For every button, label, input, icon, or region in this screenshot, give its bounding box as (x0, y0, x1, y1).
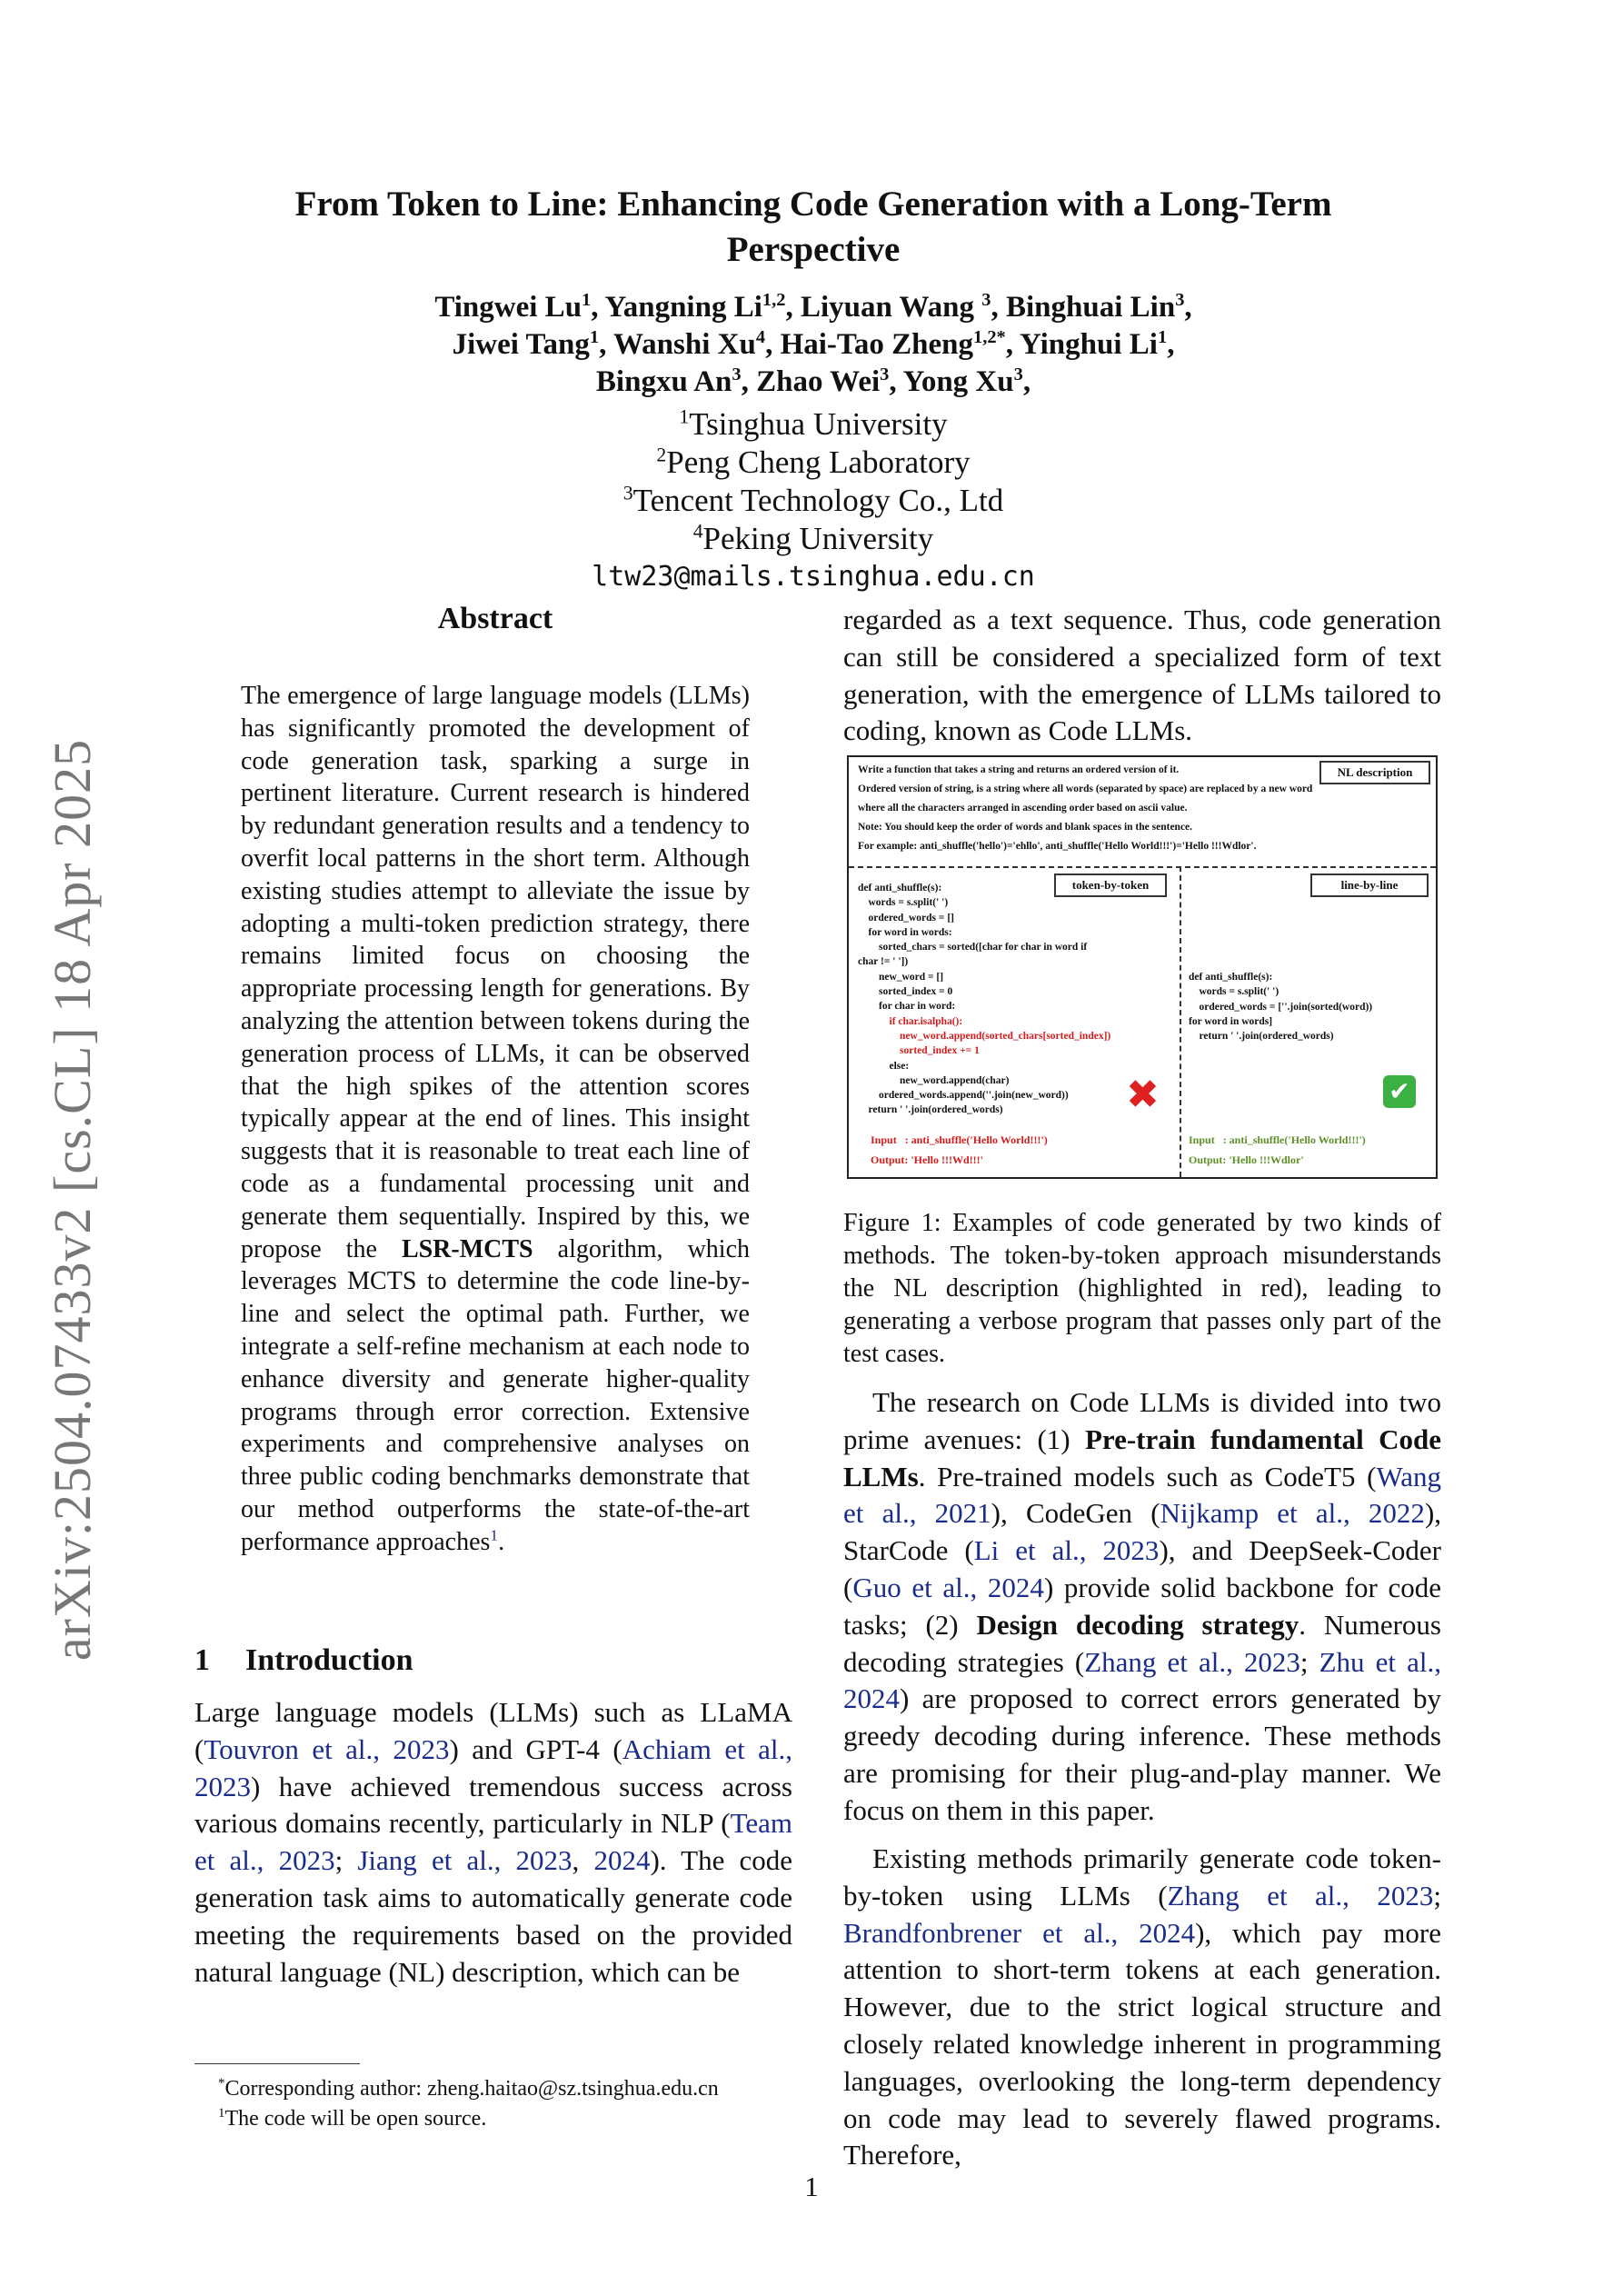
nl-description-label: NL description (1319, 761, 1430, 784)
author: Bingxu An$^3$ (595, 364, 742, 398)
affiliation: $^2$Peng Cheng Laboratory (656, 444, 971, 480)
nl-description-panel (849, 757, 1436, 868)
line-by-line-io (1189, 1130, 1366, 1170)
paper-title: From Token to Line: Enhancing Code Generation with a Long-Term Perspective (294, 185, 1332, 269)
citation[interactable]: Guo et al., 2024 (852, 1571, 1044, 1603)
nl-line: where all the characters arranged in ascending order based on ascii value. (858, 803, 1188, 814)
code-line-error: new_word.append(sorted_chars[sorted_index]) (858, 1030, 1111, 1042)
test-input: Input : anti_shuffle('Hello World!!!') (1189, 1133, 1366, 1146)
footnote: *Corresponding author: zheng.haitao@sz.tsinghua.edu.cn (218, 2076, 719, 2101)
panel-divider (1180, 866, 1181, 1177)
nl-line: Note: You should keep the order of words and blank spaces in the sentence. (858, 822, 1193, 833)
check-icon: ✔ (1383, 1075, 1416, 1108)
line-by-line-code (1189, 970, 1372, 1043)
affiliation: $^1$Tsinghua University (679, 405, 948, 442)
figure-1 (847, 755, 1438, 1179)
citation[interactable]: Wang et al., 2021 (843, 1460, 1441, 1530)
test-input: Input : anti_shuffle('Hello World!!!') (871, 1133, 1048, 1146)
citation[interactable]: Jiang et al., 2023 (357, 1844, 573, 1877)
token-by-token-io (871, 1130, 1048, 1170)
citation[interactable]: 2024 (593, 1844, 651, 1877)
author: Yangning Li$^{1,2}$ (604, 290, 786, 324)
nl-line: For example: anti_shuffle('hello')='ehllo', anti_shuffle('Hello World!!!')='Hello !!!Wdlor'. (858, 841, 1257, 852)
citation[interactable]: Zhang et al., 2023 (1167, 1879, 1434, 1912)
arxiv-identifier: arXiv:2504.07433v2 [cs.CL] 18 Apr 2025 (43, 738, 102, 1662)
code-line: ordered_words = [''.join(sorted(word)) (1189, 1001, 1373, 1013)
author: Yinghui Li$^1$ (1020, 327, 1168, 361)
cross-icon: ✖ (1126, 1072, 1160, 1118)
code-line: return ' '.join(ordered_words) (1189, 1031, 1334, 1043)
citation[interactable]: Nijkamp et al., 2022 (1160, 1497, 1425, 1530)
citation[interactable]: Zhang et al., 2023 (1084, 1645, 1300, 1678)
citation[interactable]: Brandfonbrener et al., 2024 (843, 1916, 1196, 1949)
author: Jiwei Tang$^1$ (452, 327, 600, 361)
author-list: Tingwei Lu$^1$, Yangning Li$^{1,2}$, Liyuan Wang $^3$, Binghuai Lin$^3$, Jiwei Tang$^1$, Wanshi Xu$^4$, Hai-Tao Zheng$^{1,2*}$, Yinghui Li$^1$, Bingxu An$^3$, Zhao Wei$^3$, Yong Xu$^3$, (434, 290, 1192, 398)
author: Yong Xu$^3$ (902, 364, 1023, 398)
code-line: words = s.split(' ') (858, 897, 949, 909)
contact-email[interactable]: ltw23@mails.tsinghua.edu.cn (592, 561, 1035, 593)
affiliations (273, 405, 1354, 596)
code-line: sorted_chars = sorted([char for char in word if (858, 942, 1088, 953)
author: Zhao Wei$^3$ (756, 364, 890, 398)
line-by-line-label: line-by-line (1310, 873, 1429, 897)
citation[interactable]: Touvron et al., 2023 (204, 1732, 450, 1765)
code-line: new_word.append(char) (858, 1074, 1010, 1086)
test-output: Output: 'Hello !!!Wdlor' (1189, 1153, 1304, 1166)
code-line: words = s.split(' ') (1189, 986, 1279, 998)
citation[interactable]: Achiam et al., 2023 (194, 1732, 792, 1802)
author: Tingwei Lu$^1$ (434, 290, 592, 324)
code-line: for char in word: (858, 1001, 956, 1013)
code-line: ordered_words = [] (858, 912, 954, 923)
intro-paragraph-1-continued: regarded as a text sequence. Thus, code generation can still be considered a specialized form of text generation, with the emergence of LLMs tailored to coding, known as Code LLMs. (843, 604, 1441, 747)
page-number: 1 (804, 2171, 819, 2202)
code-line: char != ' ']) (858, 956, 909, 968)
footnote-ref[interactable]: 1 (490, 1526, 499, 1544)
section-heading-introduction: 1 Introduction (194, 1643, 413, 1677)
author: Liyuan Wang $^3$ (800, 290, 991, 324)
test-output: Output: 'Hello !!!Wd!!!' (871, 1153, 983, 1166)
citation[interactable]: Zhu et al., 2024 (843, 1645, 1441, 1715)
footnotes (218, 2074, 800, 2134)
citation[interactable]: Team et al., 2023 (194, 1807, 792, 1877)
code-line: def anti_shuffle(s): (858, 883, 942, 893)
author: Binghuai Lin$^3$ (1005, 290, 1185, 324)
intro-paragraph-1: Large language models (LLMs) such as LLaMA (Touvron et al., 2023) and GPT-4 (Achiam et al., 2023) have achieved tremendous success across various domains recently, particularly in NLP (Team et al., 2023; Jiang et al., 2023, 2024). The code generation task aims to automatically generate code meeting the requirements based on the provided natural language (NL) description, which can be (194, 1696, 793, 1988)
affiliation: $^3$Tencent Technology Co., Ltd (622, 482, 1004, 518)
nl-line: Ordered version of string, is a string where all words (separated by space) are replaced by a new word (858, 784, 1313, 794)
citation[interactable]: Li et al., 2023 (973, 1534, 1160, 1567)
code-line: def anti_shuffle(s): (1189, 972, 1273, 983)
author: Hai-Tao Zheng$^{1,2*}$ (780, 327, 1006, 361)
footnote-rule (194, 2063, 360, 2064)
code-line: for word in words] (1189, 1015, 1273, 1027)
intro-paragraph-3: Existing methods primarily generate code token-by-token using LLMs (Zhang et al., 2023; Brandfonbrener et al., 2024), which pay more attention to short-term tokens at each generation. However, due to the strict logical structure and closely related knowledge inherent in programming languages, overlooking the long-term dependency on code may lead to severely flawed programs. Therefore, (843, 1842, 1441, 2171)
abstract-heading: Abstract (437, 602, 553, 635)
code-line: return ' '.join(ordered_words) (858, 1104, 1003, 1116)
nl-line: Write a function that takes a string and returns an ordered version of it. (858, 764, 1180, 775)
code-line-error: if char.isalpha(): (858, 1015, 963, 1027)
affiliation: $^4$Peking University (692, 520, 934, 556)
code-line: new_word = [] (858, 971, 944, 983)
code-line: for word in words: (858, 926, 952, 938)
code-line-error: sorted_index += 1 (858, 1045, 980, 1057)
code-line: sorted_index = 0 (858, 986, 953, 998)
author: Wanshi Xu$^4$ (613, 327, 766, 361)
token-by-token-label: token-by-token (1054, 873, 1167, 897)
code-line: else: (858, 1060, 910, 1072)
intro-paragraph-2: The research on Code LLMs is divided into two prime avenues: (1) Pre-train fundamental Code LLMs. Pre-trained models such as CodeT5 (Wang et al., 2021), CodeGen (Nijkamp et al., 2022), StarCode (Li et al., 2023), and DeepSeek-Coder (Guo et al., 2024) provide solid backbone for code tasks; (2) Design decoding strategy. Numerous decoding strategies (Zhang et al., 2023; Zhu et al., 2024) are proposed to correct errors generated by greedy decoding during inference. These methods are promising for their plug-and-play manner. We focus on them in this paper. (843, 1386, 1442, 1826)
code-line: ordered_words.append(''.join(new_word)) (858, 1090, 1069, 1102)
footnote: $^1$The code will be open source. (218, 2106, 487, 2131)
figure-caption: Figure 1: Examples of code generated by two kinds of methods. The token-by-token approach misunderstands the NL description (highlighted in red), leading to generating a verbose program that passes only part of the test cases. (843, 1209, 1441, 1368)
token-by-token-code (858, 881, 1110, 1118)
abstract-body: The emergence of large language models (LLMs) has significantly promoted the development of code generation task, sparking a surge in pertinent literature. Current research is hindered by redundant generation results and a tendency to overfit local patterns in the short term. Although existing studies attempt to alleviate the issue by adopting a multi-token prediction strategy, there remains limited focus on choosing the appropriate processing length for generations. By analyzing the attention between tokens during the generation process of LLMs, it can be observed that the high spikes of the attention scores typically appear at the end of lines. This insight suggests that it is reasonable to treat each line of code as a fundamental processing unit and generate them sequentially. Inspired by this, we propose the LSR-MCTS algorithm, which leverages MCTS to determine the code line-by-line and select the optimal path. Further, we integrate a self-refine mechanism at each node to enhance diversity and generate higher-quality programs through error correction. Extensive experiments and comprehensive analyses on three public coding benchmarks demonstrate that our method outperforms the state-of-the-art performance approaches$^1$. (241, 682, 751, 1556)
